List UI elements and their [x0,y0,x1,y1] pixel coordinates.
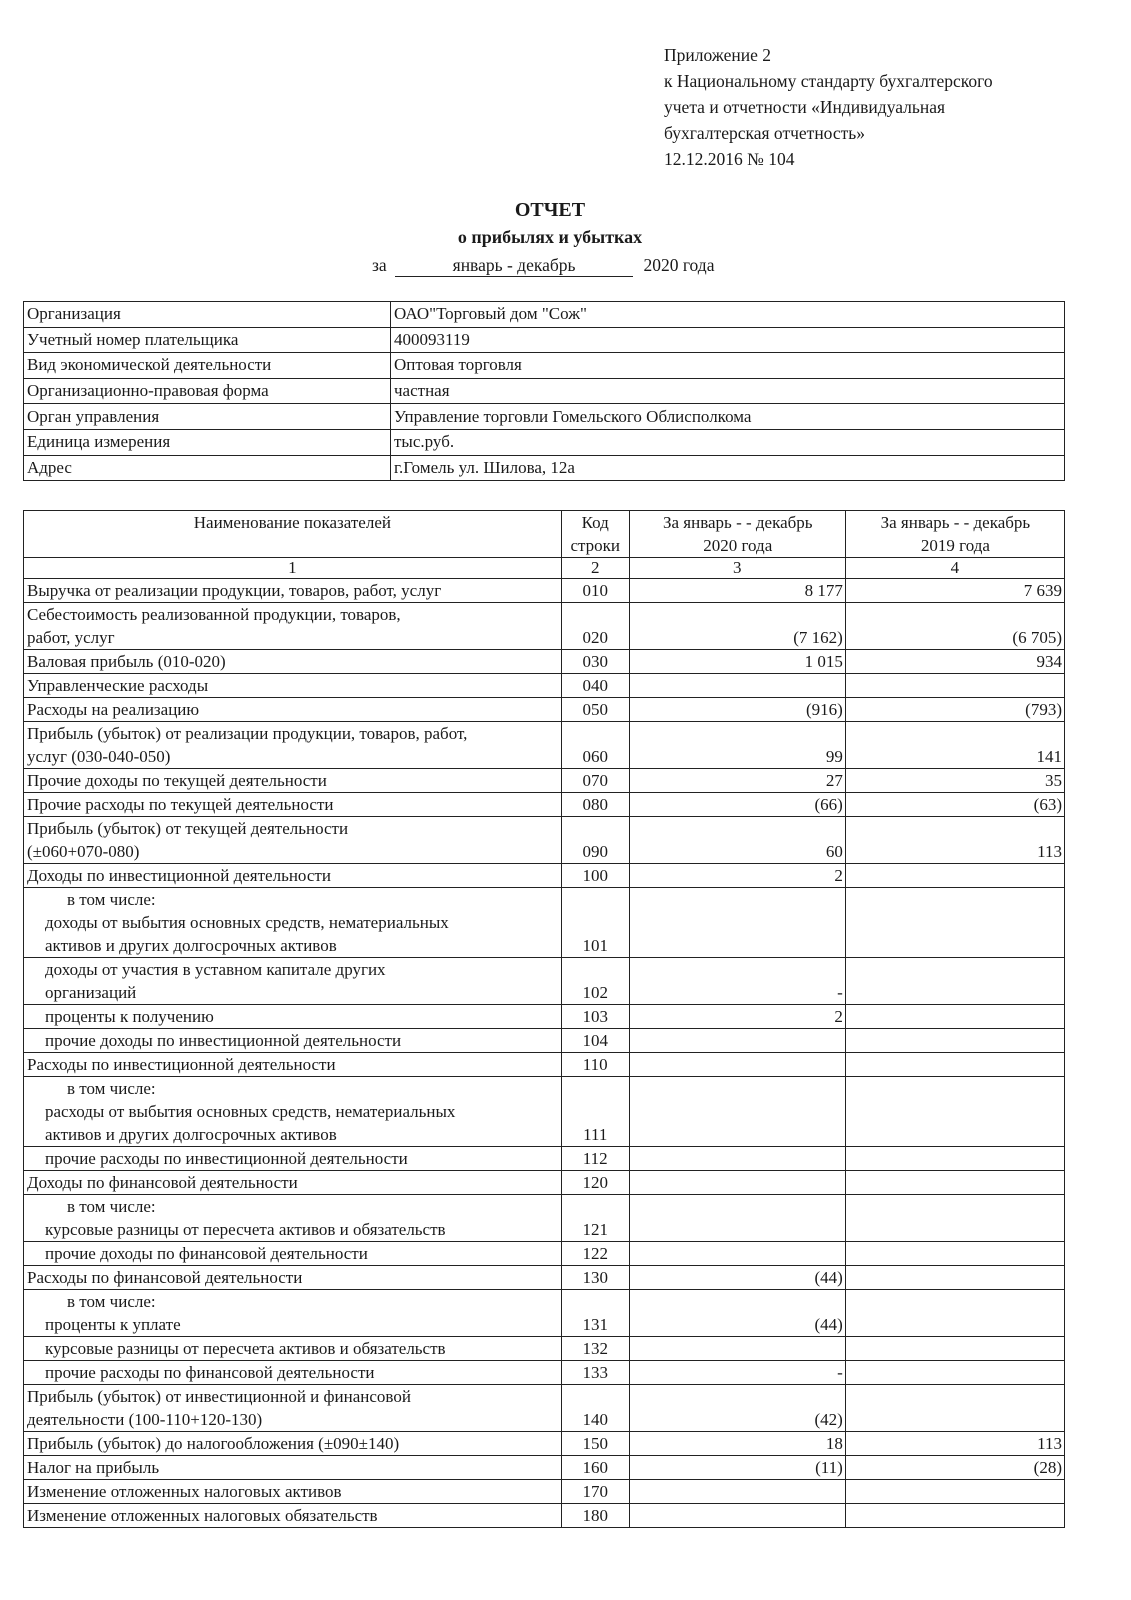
value-previous-period [845,1480,1064,1504]
indicator-name-line: доходы от выбытия основных средств, нематериальных [45,913,449,932]
column-number: 1 [24,558,562,579]
value-current-period: 8 177 [629,579,845,603]
value-previous-period: (6 705) [845,603,1064,650]
row-code: 150 [561,1432,629,1456]
appendix-line: 12.12.2016 № 104 [664,149,795,169]
indicator-name-line: Расходы по финансовой деятельности [27,1268,303,1287]
info-value: ОАО"Торговый дом "Сож" [391,302,1065,328]
indicator-name-line: проценты к уплате [45,1315,181,1334]
row-code: 080 [561,793,629,817]
indicator-name-line: прочие расходы по финансовой деятельности [45,1363,375,1382]
value-previous-period [845,1337,1064,1361]
indicator-name-line: Доходы по инвестиционной деятельности [27,866,331,885]
indicator-name [24,674,562,698]
table-row [24,1290,1065,1337]
info-value: Управление торговли Гомельского Облисполкома [391,404,1065,430]
info-label: Единица измерения [24,429,391,455]
table-row [24,793,1065,817]
indicator-name-line: Налог на прибыль [27,1458,160,1477]
value-previous-period [845,1242,1064,1266]
row-code: 040 [561,674,629,698]
row-code: 010 [561,579,629,603]
report-period [372,252,714,278]
value-previous-period [845,1147,1064,1171]
value-current-period: 27 [629,769,845,793]
indicator-name-line: курсовые разницы от пересчета активов и обязательств [45,1220,446,1239]
table-row [24,674,1065,698]
row-code: 180 [561,1504,629,1528]
indicator-name-line: курсовые разницы от пересчета активов и обязательств [45,1339,446,1358]
indicator-name [24,1266,562,1290]
table-row [24,1385,1065,1432]
row-code: 160 [561,1456,629,1480]
info-label: Организация [24,302,391,328]
indicator-name-line: активов и других долгосрочных активов [45,1125,337,1144]
value-previous-period [845,1171,1064,1195]
indicator-name-line: в том числе: [67,1197,156,1216]
info-value: 400093119 [391,327,1065,353]
indicator-name-line: Изменение отложенных налоговых активов [27,1482,342,1501]
indicator-name-line: Доходы по финансовой деятельности [27,1173,298,1192]
indicator-name [24,698,562,722]
indicator-name-line: доходы от участия в уставном капитале других [45,960,386,979]
value-previous-period: 7 639 [845,579,1064,603]
table-row [24,1337,1065,1361]
report-subtitle: о прибылях и убытках [457,227,643,247]
value-current-period: (916) [629,698,845,722]
appendix-line: к Национальному стандарту бухгалтерского [664,71,993,91]
indicator-name [24,1290,562,1337]
indicator-name [24,603,562,650]
row-code: 140 [561,1385,629,1432]
value-current-period [629,1480,845,1504]
indicator-name [24,1480,562,1504]
row-code: 111 [561,1077,629,1147]
header-name: Наименование показателей [24,511,562,558]
table-row [24,1005,1065,1029]
value-current-period: 60 [629,817,845,864]
indicator-name [24,1195,562,1242]
indicator-name-line: деятельности (100-110+120-130) [27,1410,263,1429]
value-previous-period [845,674,1064,698]
indicator-name-line: Прибыль (убыток) от инвестиционной и финансовой [27,1387,411,1406]
value-current-period [629,1171,845,1195]
indicator-name [24,1504,562,1528]
indicator-name-line: в том числе: [67,890,156,909]
table-row [24,817,1065,864]
info-label: Орган управления [24,404,391,430]
info-row [24,429,1065,455]
table-row [24,722,1065,769]
value-current-period: 1 015 [629,650,845,674]
row-code: 132 [561,1337,629,1361]
indicator-name [24,722,562,769]
header-previous-period: За январь - - декабрь 2019 года [845,511,1064,558]
value-previous-period [845,1029,1064,1053]
indicator-name [24,1077,562,1147]
indicator-name [24,1242,562,1266]
column-number: 2 [561,558,629,579]
table-row [24,1266,1065,1290]
indicator-name [24,1361,562,1385]
value-previous-period: (793) [845,698,1064,722]
table-row [24,769,1065,793]
indicator-name-line: расходы от выбытия основных средств, нематериальных [45,1102,456,1121]
value-previous-period [845,1005,1064,1029]
period-year: 2020 года [643,255,715,275]
value-current-period [629,1337,845,1361]
info-row [24,327,1065,353]
organization-info-table [23,301,1065,481]
table-row [24,1147,1065,1171]
value-current-period [629,1195,845,1242]
indicator-name-line: прочие доходы по финансовой деятельности [45,1244,368,1263]
row-code: 131 [561,1290,629,1337]
value-current-period [629,1077,845,1147]
indicator-name-line: Валовая прибыль (010-020) [27,652,226,671]
table-row [24,1053,1065,1077]
indicator-name-line: Расходы на реализацию [27,700,200,719]
indicator-name-line: активов и других долгосрочных активов [45,936,337,955]
value-current-period [629,1504,845,1528]
report-title-block [0,196,1100,250]
indicator-name-line: Выручка от реализации продукции, товаров, работ, услуг [27,581,442,600]
value-current-period [629,1242,845,1266]
indicator-name [24,1147,562,1171]
value-previous-period [845,1053,1064,1077]
value-previous-period [845,1385,1064,1432]
value-previous-period [845,958,1064,1005]
indicator-name [24,1029,562,1053]
indicator-name-line: прочие расходы по инвестиционной деятельности [45,1149,408,1168]
table-row [24,1432,1065,1456]
indicator-name [24,958,562,1005]
value-previous-period [845,1361,1064,1385]
info-row [24,378,1065,404]
indicator-name [24,1005,562,1029]
table-row [24,1195,1065,1242]
appendix-block [664,42,1084,172]
table-row [24,1361,1065,1385]
appendix-line: бухгалтерская отчетность» [664,123,866,143]
row-code: 110 [561,1053,629,1077]
table-row [24,1171,1065,1195]
info-value: Оптовая торговля [391,353,1065,379]
row-code: 070 [561,769,629,793]
value-current-period: 18 [629,1432,845,1456]
value-current-period [629,1053,845,1077]
column-number: 4 [845,558,1064,579]
row-code: 101 [561,888,629,958]
value-previous-period [845,1077,1064,1147]
info-label: Вид экономической деятельности [24,353,391,379]
row-code: 090 [561,817,629,864]
period-prefix: за [372,255,387,275]
header-current-period: За январь - - декабрь 2020 года [629,511,845,558]
table-row [24,888,1065,958]
info-row [24,353,1065,379]
indicator-name-line: Изменение отложенных налоговых обязательств [27,1506,378,1525]
value-current-period: (66) [629,793,845,817]
value-current-period: (7 162) [629,603,845,650]
indicator-name-line: в том числе: [67,1292,156,1311]
info-row [24,404,1065,430]
info-value: тыс.руб. [391,429,1065,455]
value-previous-period: 113 [845,817,1064,864]
indicator-name [24,1171,562,1195]
table-row [24,1077,1065,1147]
value-previous-period [845,888,1064,958]
info-value: частная [391,378,1065,404]
value-current-period: (44) [629,1290,845,1337]
indicator-name-line: организаций [45,983,137,1002]
value-current-period: 2 [629,1005,845,1029]
row-code: 020 [561,603,629,650]
indicator-name-line: проценты к получению [45,1007,214,1026]
appendix-line: Приложение 2 [664,45,772,65]
indicator-name-line: Себестоимость реализованной продукции, товаров, [27,605,401,624]
indicator-name-line: работ, услуг [27,628,115,647]
row-code: 170 [561,1480,629,1504]
indicator-name-line: Прибыль (убыток) до налогообложения (±090±140) [27,1434,400,1453]
info-row [24,302,1065,328]
row-code: 060 [561,722,629,769]
indicator-name [24,888,562,958]
indicator-name [24,817,562,864]
indicator-name-line: Прибыль (убыток) от реализации продукции, товаров, работ, [27,724,468,743]
info-label: Организационно-правовая форма [24,378,391,404]
indicator-name [24,1432,562,1456]
indicator-name [24,793,562,817]
table-row [24,650,1065,674]
table-row [24,864,1065,888]
table-row [24,1242,1065,1266]
table-row [24,603,1065,650]
value-current-period [629,1029,845,1053]
value-previous-period: 35 [845,769,1064,793]
indicator-name [24,769,562,793]
indicator-name [24,1456,562,1480]
row-code: 050 [561,698,629,722]
value-current-period: 2 [629,864,845,888]
indicator-name-line: Прибыль (убыток) от текущей деятельности [27,819,349,838]
indicator-name-line: прочие доходы по инвестиционной деятельности [45,1031,402,1050]
indicator-name [24,1385,562,1432]
table-header-row [24,511,1065,558]
value-current-period: (42) [629,1385,845,1432]
table-row [24,698,1065,722]
value-current-period [629,674,845,698]
indicator-name [24,864,562,888]
value-previous-period: (63) [845,793,1064,817]
value-previous-period: (28) [845,1456,1064,1480]
indicator-name [24,650,562,674]
value-current-period [629,1147,845,1171]
indicator-name-line: Управленческие расходы [27,676,209,695]
value-previous-period [845,1195,1064,1242]
column-number: 3 [629,558,845,579]
table-row [24,1456,1065,1480]
indicator-name-line: Прочие доходы по текущей деятельности [27,771,327,790]
table-row [24,958,1065,1005]
table-row [24,579,1065,603]
value-previous-period [845,864,1064,888]
value-current-period: - [629,958,845,1005]
value-previous-period: 141 [845,722,1064,769]
row-code: 030 [561,650,629,674]
period-range: январь - декабрь [395,254,633,277]
value-previous-period [845,1266,1064,1290]
value-previous-period [845,1290,1064,1337]
table-row [24,1029,1065,1053]
value-current-period [629,888,845,958]
row-code: 104 [561,1029,629,1053]
row-code: 133 [561,1361,629,1385]
indicator-name [24,1053,562,1077]
value-previous-period: 934 [845,650,1064,674]
row-code: 103 [561,1005,629,1029]
row-code: 100 [561,864,629,888]
value-current-period: 99 [629,722,845,769]
appendix-line: учета и отчетности «Индивидуальная [664,97,946,117]
table-row [24,1504,1065,1528]
indicator-name-line: услуг (030-040-050) [27,747,171,766]
profit-loss-table [23,510,1065,1528]
value-current-period: (44) [629,1266,845,1290]
row-code: 122 [561,1242,629,1266]
indicator-name [24,579,562,603]
indicator-name-line: в том числе: [67,1079,156,1098]
table-row [24,1480,1065,1504]
indicator-name-line: Прочие расходы по текущей деятельности [27,795,334,814]
info-label: Адрес [24,455,391,481]
info-value: г.Гомель ул. Шилова, 12а [391,455,1065,481]
column-number-row [24,558,1065,579]
row-code: 120 [561,1171,629,1195]
indicator-name [24,1337,562,1361]
indicator-name-line: Расходы по инвестиционной деятельности [27,1055,336,1074]
indicator-name-line: (±060+070-080) [27,842,140,861]
row-code: 102 [561,958,629,1005]
value-previous-period: 113 [845,1432,1064,1456]
row-code: 121 [561,1195,629,1242]
info-row [24,455,1065,481]
header-code: Код строки [561,511,629,558]
report-title: ОТЧЕТ [514,199,586,221]
value-current-period: - [629,1361,845,1385]
row-code: 130 [561,1266,629,1290]
value-previous-period [845,1504,1064,1528]
info-label: Учетный номер плательщика [24,327,391,353]
row-code: 112 [561,1147,629,1171]
value-current-period: (11) [629,1456,845,1480]
